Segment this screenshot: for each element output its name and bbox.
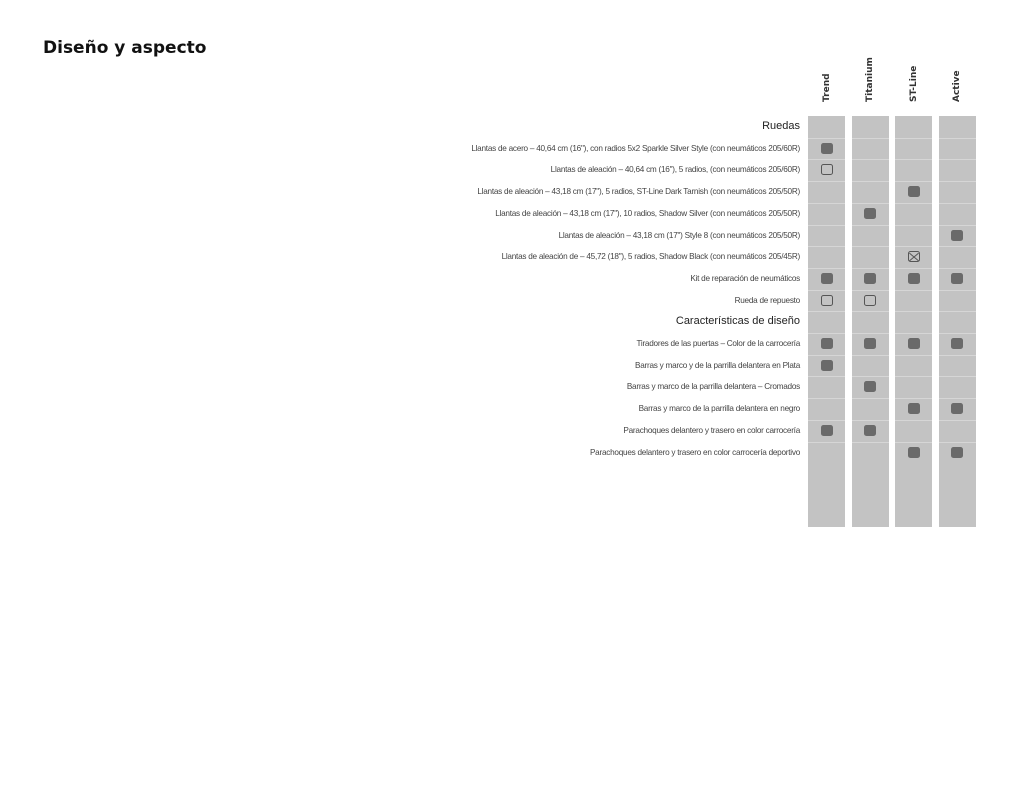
table-row [0, 442, 1020, 464]
standard-mark-icon [821, 273, 833, 284]
row-divider [852, 376, 889, 377]
standard-mark-icon [821, 143, 833, 154]
row-divider [852, 355, 889, 356]
row-label: Llantas de acero – 40,64 cm (16"), con radios 5x2 Sparkle Silver Style (con neumáticos 205/60R) [471, 143, 800, 153]
column-header-label: Active [952, 70, 962, 102]
row-divider [808, 333, 845, 334]
table-row [0, 246, 1020, 268]
row-divider [808, 225, 845, 226]
section-heading: Características de diseño [675, 315, 800, 328]
standard-mark-icon [864, 208, 876, 219]
row-divider [852, 203, 889, 204]
row-divider [895, 138, 932, 139]
row-divider [895, 246, 932, 247]
row-divider [895, 290, 932, 291]
row-divider [852, 225, 889, 226]
table-row [0, 159, 1020, 181]
row-divider [895, 159, 932, 160]
row-divider [895, 225, 932, 226]
package-mark-icon [908, 251, 920, 262]
row-divider [852, 138, 889, 139]
row-divider [939, 290, 976, 291]
row-divider [939, 159, 976, 160]
option-mark-icon [821, 164, 833, 175]
row-label: Tiradores de las puertas – Color de la carrocería [636, 339, 800, 348]
row-divider [808, 442, 845, 443]
row-label: Parachoques delantero y trasero en color carrocería deportivo [589, 447, 800, 457]
row-divider [808, 203, 845, 204]
standard-mark-icon [951, 338, 963, 349]
row-label: Llantas de aleación – 43,18 cm (17") Style 8 (con neumáticos 205/50R) [558, 230, 800, 240]
row-divider [939, 246, 976, 247]
row-divider [895, 442, 932, 443]
standard-mark-icon [821, 338, 833, 349]
row-label: Kit de reparación de neumáticos [690, 273, 800, 283]
standard-mark-icon [908, 273, 920, 284]
standard-mark-icon [951, 447, 963, 458]
standard-mark-icon [951, 403, 963, 414]
standard-mark-icon [908, 186, 920, 197]
standard-mark-icon [821, 425, 833, 436]
row-divider [852, 442, 889, 443]
table-row [0, 181, 1020, 203]
row-label: Llantas de aleación de – 45,72 (18"), 5 radios, Shadow Black (con neumáticos 205/45R) [501, 252, 800, 262]
row-divider [852, 290, 889, 291]
row-divider [852, 268, 889, 269]
table-row [0, 138, 1020, 160]
section-heading: Ruedas [762, 120, 800, 132]
row-label: Parachoques delantero y trasero en color carrocería [623, 425, 800, 435]
row-divider [852, 246, 889, 247]
row-divider [808, 268, 845, 269]
row-divider [939, 138, 976, 139]
row-divider [895, 398, 932, 399]
column-header-trend [808, 40, 845, 112]
row-divider [895, 420, 932, 421]
row-label: Llantas de aleación – 43,18 cm (17"), 5 radios, ST-Line Dark Tarnish (con neumáticos 205/50R) [477, 187, 800, 197]
row-divider [939, 311, 976, 312]
row-label: Barras y marco de la parrilla delantera – Cromados [626, 382, 800, 392]
standard-mark-icon [864, 381, 876, 392]
row-divider [895, 355, 932, 356]
row-divider [939, 355, 976, 356]
standard-mark-icon [908, 447, 920, 458]
standard-mark-icon [951, 273, 963, 284]
row-divider [852, 420, 889, 421]
standard-mark-icon [908, 403, 920, 414]
row-divider [808, 311, 845, 312]
row-divider [852, 181, 889, 182]
row-divider [895, 376, 932, 377]
row-divider [852, 333, 889, 334]
row-label: Barras y marco de la parrilla delantera en negro [638, 404, 800, 414]
row-divider [808, 420, 845, 421]
row-divider [939, 442, 976, 443]
standard-mark-icon [821, 360, 833, 371]
row-divider [852, 398, 889, 399]
section-heading-row [0, 311, 1020, 333]
column-header-active [939, 40, 976, 112]
table-row [0, 290, 1020, 312]
option-mark-icon [864, 295, 876, 306]
column-header-titanium [852, 40, 889, 112]
standard-mark-icon [908, 338, 920, 349]
row-label: Barras y marco y de la parrilla delantera en Plata [635, 360, 800, 370]
row-divider [808, 159, 845, 160]
table-row [0, 376, 1020, 398]
row-divider [895, 333, 932, 334]
row-divider [808, 355, 845, 356]
row-divider [939, 268, 976, 269]
column-header-label: ST-Line [908, 65, 919, 102]
table-row [0, 333, 1020, 355]
standard-mark-icon [864, 273, 876, 284]
table-row [0, 420, 1020, 442]
standard-mark-icon [951, 230, 963, 241]
page-title: Diseño y aspecto [43, 38, 207, 58]
row-divider [808, 181, 845, 182]
row-divider [895, 268, 932, 269]
row-divider [808, 246, 845, 247]
row-divider [939, 420, 976, 421]
row-divider [808, 138, 845, 139]
column-header-label: Titanium [865, 57, 875, 102]
standard-mark-icon [864, 425, 876, 436]
table-row [0, 398, 1020, 420]
row-divider [939, 376, 976, 377]
row-divider [895, 311, 932, 312]
row-divider [808, 398, 845, 399]
row-divider [939, 333, 976, 334]
row-divider [852, 311, 889, 312]
row-divider [895, 203, 932, 204]
option-mark-icon [821, 295, 833, 306]
row-divider [939, 181, 976, 182]
section-heading-row [0, 116, 1020, 138]
table-row [0, 268, 1020, 290]
table-row [0, 225, 1020, 247]
row-divider [852, 159, 889, 160]
table-row [0, 355, 1020, 377]
row-label: Llantas de aleación – 40,64 cm (16"), 5 radios, (con neumáticos 205/60R) [550, 165, 800, 175]
row-label: Llantas de aleación – 43,18 cm (17"), 10 radios, Shadow Silver (con neumáticos 205/50R) [495, 208, 800, 218]
column-header-label: Trend [821, 73, 832, 102]
row-divider [939, 203, 976, 204]
row-divider [808, 290, 845, 291]
row-divider [895, 181, 932, 182]
row-label: Rueda de repuesto [734, 295, 800, 305]
row-divider [939, 225, 976, 226]
standard-mark-icon [864, 338, 876, 349]
row-divider [808, 376, 845, 377]
row-divider [939, 398, 976, 399]
table-row [0, 203, 1020, 225]
column-header-st-line [895, 40, 932, 112]
